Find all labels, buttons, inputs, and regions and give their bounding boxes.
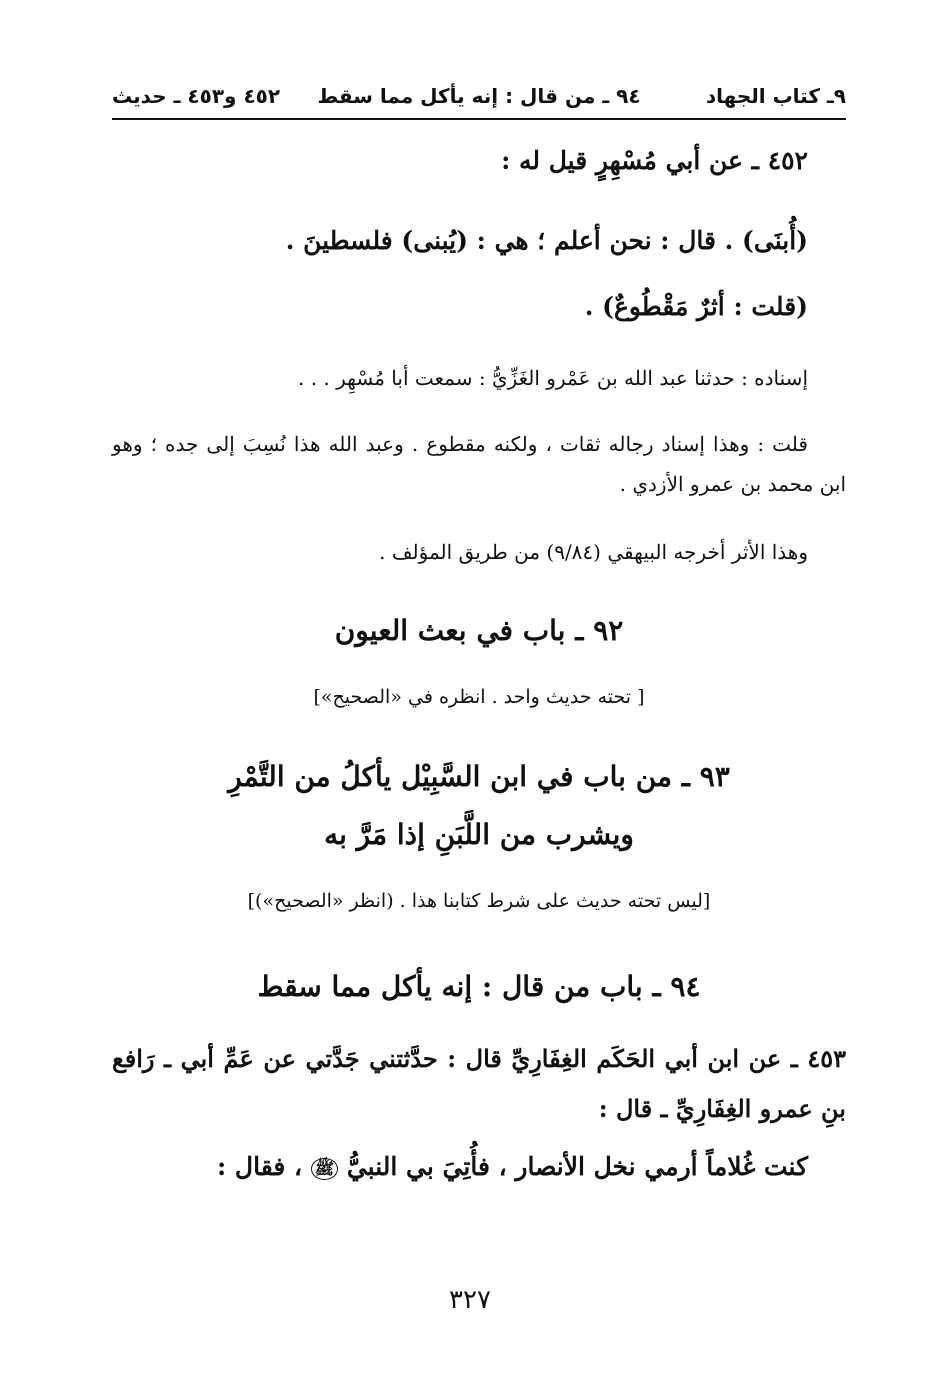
hadith-452-grading: (قلت : أثرٌ مَقْطُوعٌ) . [584,292,808,321]
running-header [112,82,846,120]
hadith-453-line3-end: ، فقال : [216,1152,303,1181]
page-number: ٣٢٧ [449,1285,491,1315]
hadith-453-line3-text: كنت غُلاماً أرمي نخل الأنصار ، فأُتِيَ بي النبيُّ [346,1152,808,1181]
chapter-93-title-line2: ويشرب من اللَّبَنِ إذا مَرَّ به [324,818,634,851]
chapter-93-title-line1: ٩٣ ـ من باب في ابن السَّبِيْل يأكلُ من التَّمْرِ [228,760,730,793]
header-hadith-range: ٤٥٢ و٤٥٣ ـ حديث [112,84,281,108]
hadith-453-text: ٤٥٣ ـ عن ابن أبي الحَكَم الغِفَارِيِّ قال : حدَّثتني جَدَّتي عن عَمِّ أبي ـ رَافع بنِ عمرو الغِفَارِيِّ ـ قال : [112,1044,847,1123]
salutation-glyph: ﷺ [311,1158,338,1180]
hadith-452-text: (أُبنَى) . قال : نحن أعلم ؛ هي : (يُبنى) فلسطينَ . [285,226,808,255]
chapter-93-note: [ليس تحته حديث على شرط كتابنا هذا . (انظر «الصحيح»)] [247,890,711,912]
header-chapter: ٩ـ كتاب الجهاد [705,84,846,108]
hadith-453-line3 [217,1152,808,1181]
hadith-452-comment: قلت : وهذا إسناد رجاله ثقات ، ولكنه مقطوع . وعبد الله هذا نُسِبَ إلى جده ؛ وهو ابن محمد بن عمرو الأزدي . [112,432,846,496]
header-section: ٩٤ ـ من قال : إنه يأكل مما سقط [317,84,641,108]
chapter-94-title: ٩٤ ـ باب من قال : إنه يأكل مما سقط [257,970,701,1003]
chapter-92-title: ٩٢ ـ باب في بعث العيون [334,614,624,647]
hadith-452-isnad: إسناده : حدثنا عبد الله بن عَمْرو الغَزِّيُّ : سمعت أبا مُسْهِر . . . [298,366,808,390]
chapter-92-note: [ تحته حديث واحد . انظره في «الصحيح»] [313,686,645,708]
hadith-452-heading: ٤٥٢ ـ عن أبي مُسْهِرٍ قيل له : [501,146,808,175]
hadith-452-takhrij: وهذا الأثر أخرجه البيهقي (٩/٨٤) من طريق المؤلف . [379,540,808,564]
